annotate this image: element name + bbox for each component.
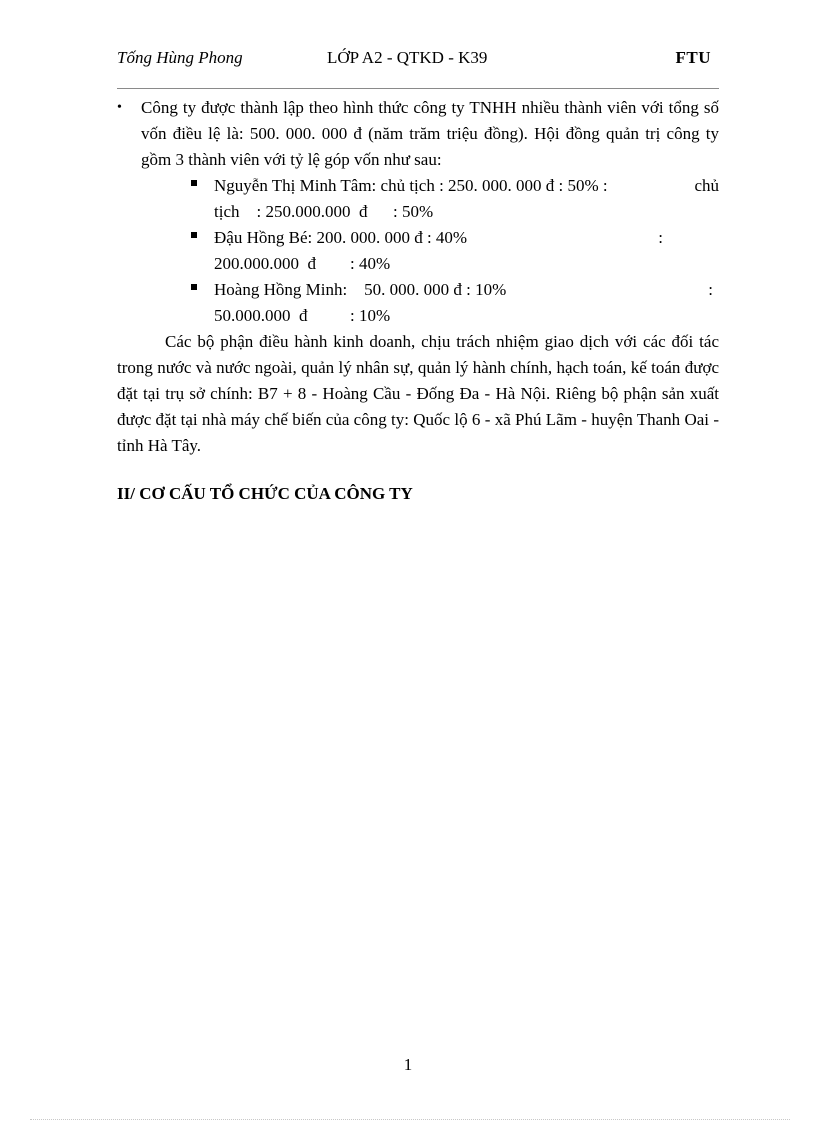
member-line1-end: : [658, 228, 663, 247]
member-line1: Nguyễn Thị Minh Tâm: chủ tịch : 250. 000. 000 đ : 50% : [214, 176, 608, 195]
member-line1-end: chủ [694, 176, 719, 195]
company-info-bullet [117, 95, 719, 173]
page-content [117, 95, 719, 507]
header-rule [117, 88, 719, 89]
header-school: FTU [675, 48, 711, 67]
member-line1: Hoàng Hồng Minh: 50. 000. 000 đ : 10% [214, 280, 507, 299]
member-line2: tịch : 250.000.000 đ : 50% [214, 202, 434, 221]
member-line2: 200.000.000 đ : 40% [214, 254, 391, 273]
member-line1-end: : [708, 280, 713, 299]
member-line1: Đậu Hồng Bé: 200. 000. 000 đ : 40% [214, 228, 468, 247]
square-bullet-icon [191, 180, 197, 186]
member-item [117, 173, 719, 225]
bottom-divider [30, 1119, 790, 1120]
section-heading: II/ CƠ CẤU TỔ CHỨC CỦA CÔNG TY [117, 484, 413, 503]
company-info-text: Công ty được thành lập theo hình thức công ty TNHH nhiều thành viên với tổng số vốn điều lệ là: 500. 000. 000 đ (năm trăm triệu đồng). Hội đồng quản trị công ty gồm 3 thành viên với tỷ lệ góp vốn như sau: [141, 98, 719, 169]
header-class: LỚP A2 - QTKD - K39 [327, 48, 488, 67]
page-header [117, 48, 719, 74]
header-author: Tống Hùng Phong [117, 48, 243, 67]
bullet-dot-icon: • [117, 100, 122, 115]
body-paragraph: Các bộ phận điều hành kinh doanh, chịu trách nhiệm giao dịch với các đối tác trong nước và nước ngoài, quản lý nhân sự, quản lý hành chính, hạch toán, kế toán được đặt tại trụ sở chính: B7 + 8 - Hoàng Cầu - Đống Đa - Hà Nội. Riêng bộ phận sản xuất được đặt tại nhà máy chế biến của công ty: Quốc lộ 6 - xã Phú Lãm - huyện Thanh Oai - tỉnh Hà Tây. [117, 332, 719, 455]
member-item [117, 225, 719, 277]
square-bullet-icon [191, 232, 197, 238]
page-number: 1 [403, 1055, 413, 1074]
member-item [117, 277, 719, 329]
member-line2: 50.000.000 đ : 10% [214, 306, 391, 325]
square-bullet-icon [191, 284, 197, 290]
